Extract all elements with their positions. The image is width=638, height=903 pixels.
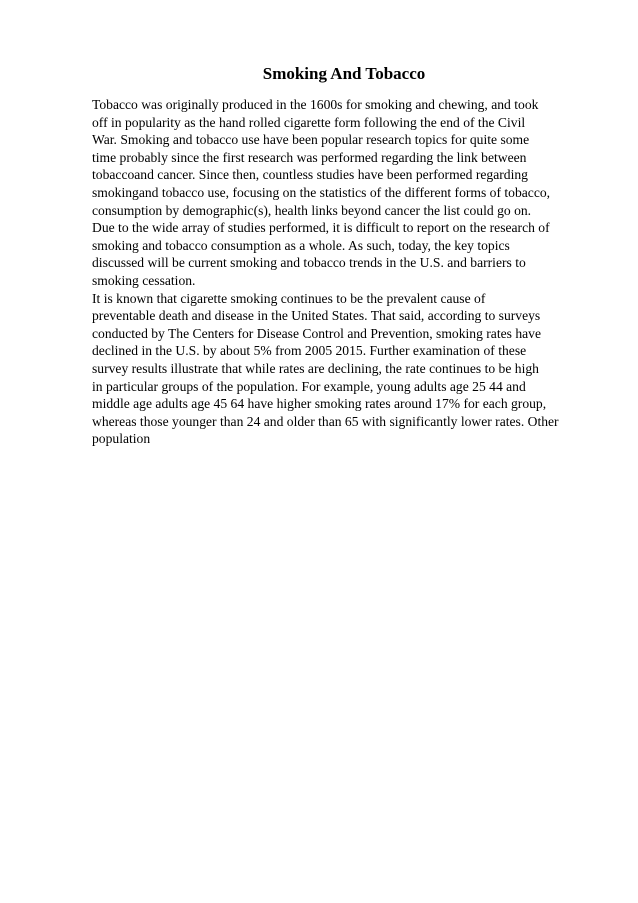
body-line: It is known that cigarette smoking continues to be the prevalent cause of (92, 290, 486, 306)
document-body (92, 96, 602, 448)
body-line: smokingand tobacco use, focusing on the statistics of the different forms of tobacco, (92, 184, 551, 200)
body-line: consumption by demographic(s), health links beyond cancer the list could go on. (92, 202, 532, 218)
body-line: Due to the wide array of studies performed, it is difficult to report on the research of (92, 220, 550, 236)
body-line: tobaccoand cancer. Since then, countless studies have been performed regarding (92, 167, 528, 183)
body-line: smoking cessation. (92, 272, 196, 288)
body-line: middle age adults age 45 64 have higher smoking rates around 17% for each group, (92, 396, 547, 412)
body-line: off in popularity as the hand rolled cigarette form following the end of the Civil (92, 114, 526, 130)
body-line: smoking and tobacco consumption as a whole. As such, today, the key topics (92, 237, 510, 253)
body-line: declined in the U.S. by about 5% from 2005 2015. Further examination of these (92, 343, 527, 359)
body-line: War. Smoking and tobacco use have been popular research topics for quite some (92, 132, 530, 148)
body-line: conducted by The Centers for Disease Control and Prevention, smoking rates have (92, 325, 541, 341)
body-line: Tobacco was originally produced in the 1600s for smoking and chewing, and took (92, 97, 539, 112)
body-line: whereas those younger than 24 and older than 65 with significantly lower rates. Other (92, 413, 559, 429)
body-line: time probably since the first research was performed regarding the link between (92, 149, 527, 165)
body-line: discussed will be current smoking and tobacco trends in the U.S. and barriers to (92, 255, 526, 271)
body-line: preventable death and disease in the United States. That said, according to surveys (92, 308, 541, 324)
body-line: in particular groups of the population. For example, young adults age 25 44 and (92, 378, 526, 394)
body-line: population (92, 431, 151, 447)
document-title: Smoking And Tobacco (262, 64, 426, 83)
body-line: survey results illustrate that while rates are declining, the rate continues to be high (92, 360, 539, 376)
